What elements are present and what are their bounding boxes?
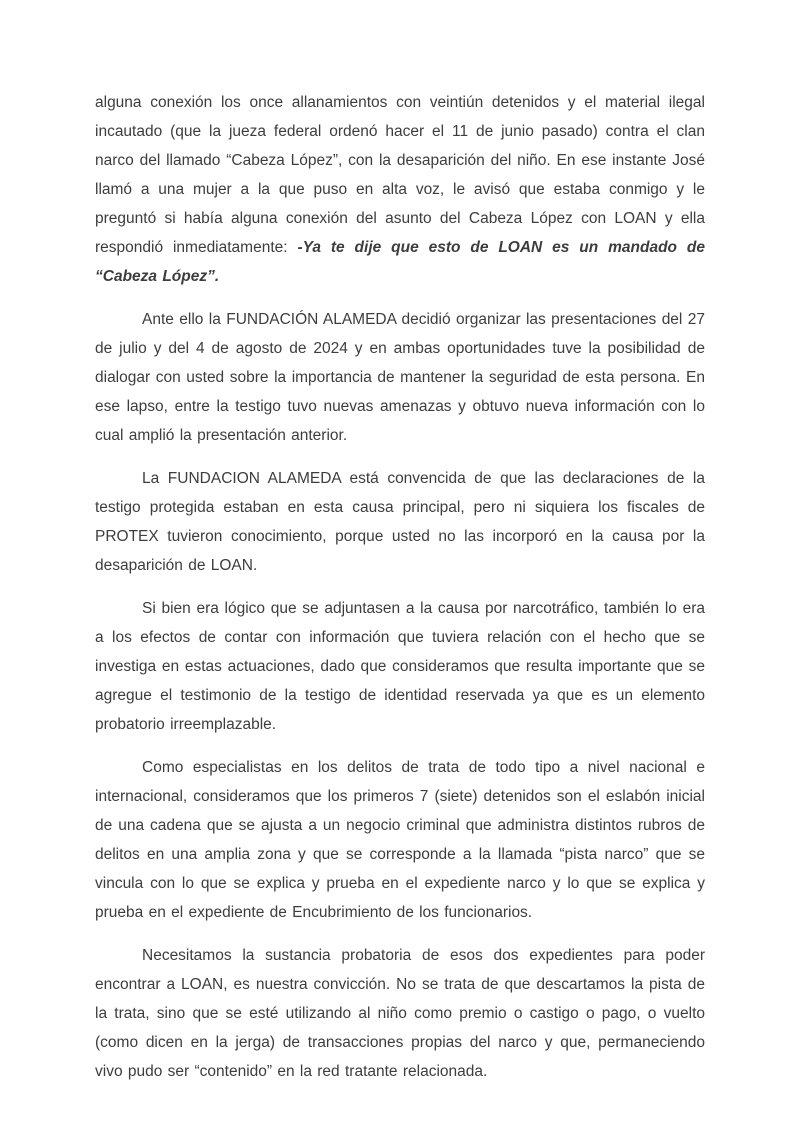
paragraph-fundacion-presentaciones: Ante ello la FUNDACIÓN ALAMEDA decidió organizar las presentaciones del 27 de julio y del 4 de agosto de 2024 y en ambas oportunidades tuve la posibilidad de dialogar con usted sobre la importancia de mantener la seguridad de esta persona. En ese lapso, entre la testigo tuvo nuevas amenazas y obtuvo nueva información con lo cual amplió la presentación anterior. bbox=[95, 311, 705, 444]
paragraph-continuation-text: alguna conexión los once allanamientos con veintiún detenidos y el material ilegal incautado (que la jueza federal ordenó hacer el 11 de junio pasado) contra el clan narco del llamado “Cabeza López”, con la desaparición del niño. En ese instante José llamó a una mujer a la que puso en alta voz, le avisó que estaba conmigo y le preguntó si había alguna conexión del asunto del Cabeza López con LOAN y ella respondió inmediatamente: bbox=[95, 94, 705, 256]
witness-quote-text: -Ya te dije que esto de LOAN es un mandado de “Cabeza López”. bbox=[95, 239, 705, 285]
paragraph-especialistas-trata: Como especialistas en los delitos de trata de todo tipo a nivel nacional e internacional, consideramos que los primeros 7 (siete) detenidos son el eslabón inicial de una cadena que se ajusta a un negocio criminal que administra distintos rubros de delitos en una amplia zona y que se corresponde a la llamada “pista narco” que se vincula con lo que se explica y prueba en el expediente narco y lo que se explica y prueba en el expediente de Encubrimiento de los funcionarios. bbox=[95, 759, 705, 921]
paragraph-continuation bbox=[95, 88, 705, 291]
paragraph-sustancia-probatoria: Necesitamos la sustancia probatoria de esos dos expedientes para poder encontrar a LOAN, es nuestra convicción. No se trata de que descartamos la pista de la trata, sino que se esté utilizando al niño como premio o castigo o pago, o vuelto (como dicen en la jerga) de transacciones propias del narco y que, permaneciendo vivo pudo ser “contenido” en la red tratante relacionada. bbox=[95, 947, 705, 1080]
paragraph-fundacion-convencida: La FUNDACION ALAMEDA está convencida de que las declaraciones de la testigo protegida estaban en esta causa principal, pero ni siquiera los fiscales de PROTEX tuvieron conocimiento, porque usted no las incorporó en la causa por la desaparición de LOAN. bbox=[95, 470, 705, 574]
paragraph-adjuntasen-causa: Si bien era lógico que se adjuntasen a la causa por narcotráfico, también lo era a los efectos de contar con información que tuviera relación con el hecho que se investiga en estas actuaciones, dado que consideramos que resulta importante que se agregue el testimonio de la testigo de identidad reservada ya que es un elemento probatorio irreemplazable. bbox=[95, 600, 705, 733]
